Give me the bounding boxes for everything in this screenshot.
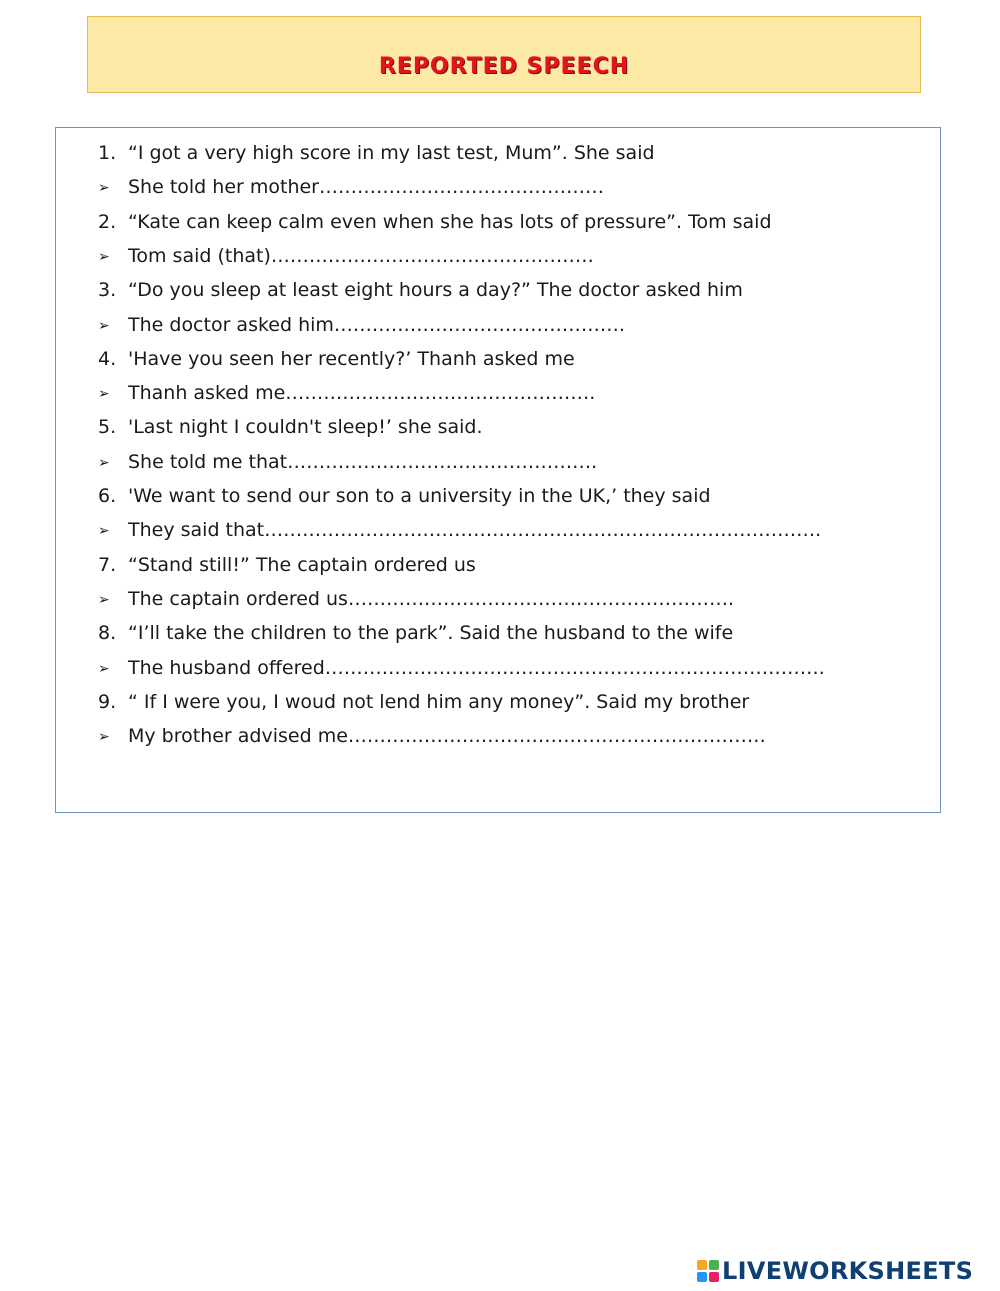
question-number: 1.: [98, 142, 117, 164]
arrow-bullet-icon: ➢: [98, 180, 110, 197]
arrow-bullet-icon: ➢: [98, 591, 110, 608]
arrow-bullet-icon: ➢: [98, 729, 110, 746]
question-text: “I got a very high score in my last test, Mum”. She said: [128, 142, 655, 164]
answer-line: [98, 447, 597, 477]
question-number: 3.: [98, 279, 117, 302]
logo-square: [697, 1260, 707, 1270]
question-text: 'Last night I couldn't sleep!’ she said.: [128, 416, 483, 439]
arrow-bullet-icon: ➢: [98, 248, 110, 265]
question-number: 4.: [98, 347, 117, 370]
answer-line: [98, 172, 604, 202]
question-line: [98, 481, 711, 511]
arrow-bullet-icon: ➢: [98, 523, 110, 540]
logo-square: [709, 1260, 719, 1270]
arrow-bullet-icon: ➢: [98, 386, 110, 403]
question-text: 'Have you seen her recently?’ Thanh asked me: [128, 347, 575, 370]
logo-square: [697, 1272, 707, 1282]
question-number: 9.: [98, 690, 117, 713]
question-line: [98, 550, 476, 580]
answer-prompt: Tom said (that)……………………………………………: [128, 244, 594, 267]
question-line: [98, 412, 483, 442]
answer-line: [98, 310, 625, 340]
answer-prompt: The doctor asked him……………………………………….: [128, 313, 625, 336]
answer-line: [98, 653, 825, 683]
question-line: [98, 138, 655, 168]
answer-line: [98, 584, 734, 614]
question-text: 'We want to send our son to a university in the UK,’ they said: [128, 485, 711, 507]
arrow-bullet-icon: ➢: [98, 317, 110, 334]
answer-prompt: She told me that………………………………………….: [128, 450, 598, 473]
question-line: [98, 275, 743, 305]
question-line: [98, 618, 733, 648]
answer-prompt: The husband offered…………………………………………………………………….: [128, 656, 825, 679]
answer-prompt: Thanh asked me………………………………………….: [128, 382, 596, 405]
arrow-bullet-icon: ➢: [98, 454, 110, 471]
question-number: 8.: [98, 622, 117, 645]
question-number: 5.: [98, 416, 117, 439]
question-line: [98, 344, 575, 374]
answer-line: [98, 515, 821, 545]
question-text: “Kate can keep calm even when she has lots of pressure”. Tom said: [128, 210, 772, 233]
liveworksheets-logo-icon: [697, 1260, 719, 1282]
brand-name: LIVEWORKSHEETS: [722, 1257, 974, 1285]
answer-line: [98, 721, 766, 751]
answer-prompt: She told her mother………………………………………: [128, 176, 604, 199]
question-number: 2.: [98, 210, 117, 233]
arrow-bullet-icon: ➢: [98, 660, 110, 677]
answer-line: [98, 378, 595, 408]
brand-footer: [697, 1255, 973, 1287]
worksheet-title: REPORTED SPEECH: [378, 54, 630, 79]
question-text: “Stand still!” The captain ordered us: [128, 553, 476, 576]
question-text: “I’ll take the children to the park”. Said the husband to the wife: [128, 622, 734, 645]
question-number: 6.: [98, 485, 117, 507]
logo-square: [709, 1272, 719, 1282]
question-number: 7.: [98, 553, 117, 576]
answer-prompt: My brother advised me…………………………………………………………: [128, 725, 766, 748]
answer-line: [98, 241, 594, 271]
question-line: [98, 207, 772, 237]
answer-prompt: The captain ordered us…………………………………………………….: [128, 587, 734, 610]
question-text: “ If I were you, I woud not lend him any money”. Said my brother: [128, 690, 750, 713]
question-line: [98, 687, 749, 717]
title-banner: [87, 16, 921, 93]
answer-prompt: They said that…………………………………………………………………………….: [128, 519, 822, 542]
question-text: “Do you sleep at least eight hours a day?” The doctor asked him: [128, 279, 743, 302]
